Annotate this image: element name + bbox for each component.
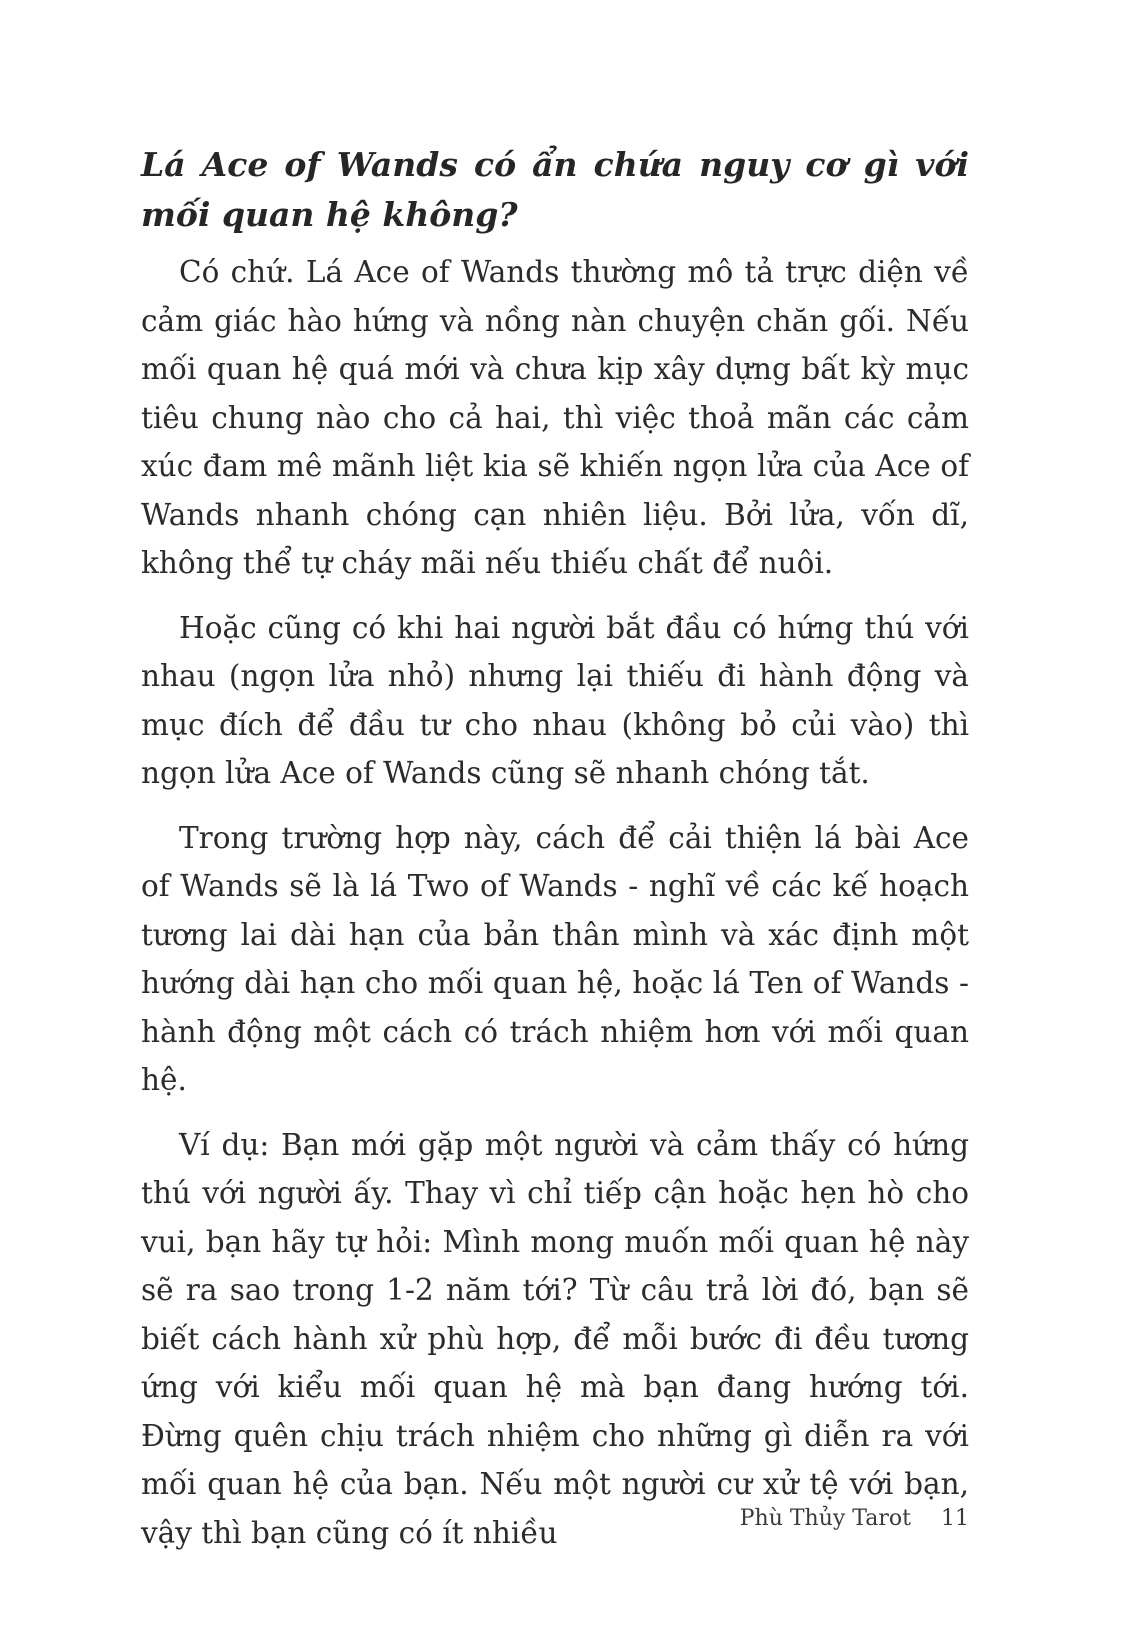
paragraph-4: Ví dụ: Bạn mới gặp một người và cảm thấy có hứng thú với người ấy. Thay vì chỉ tiếp cận hoặc hẹn hò cho vui, bạn hãy tự hỏi: Mình mong muốn mối quan hệ này sẽ ra sao trong 1-2 năm tới? Từ câu trả lời đó, bạn sẽ biết cách hành xử phù hợp, để mỗi bước đi đều tương ứng với kiểu mối quan hệ mà bạn đang hướng tới. Đừng quên chịu trách nhiệm cho những gì diễn ra với mối quan hệ của bạn. Nếu một người cư xử tệ với bạn, vậy thì bạn cũng có ít nhiều <box>141 1127 969 1550</box>
page-footer <box>740 1506 969 1531</box>
page-content <box>141 140 969 1573</box>
book-title: Phù Thủy Tarot <box>739 1506 911 1531</box>
paragraph-2: Hoặc cũng có khi hai người bắt đầu có hứng thú với nhau (ngọn lửa nhỏ) nhưng lại thiếu đi hành động và mục đích để đầu tư cho nhau (không bỏ củi vào) thì ngọn lửa Ace of Wands cũng sẽ nhanh chóng tắt. <box>141 610 969 790</box>
paragraph-1: Có chứ. Lá Ace of Wands thường mô tả trực diện về cảm giác hào hứng và nồng nàn chuyện chăn gối. Nếu mối quan hệ quá mới và chưa kịp xây dựng bất kỳ mục tiêu chung nào cho cả hai, thì việc thoả mãn các cảm xúc đam mê mãnh liệt kia sẽ khiến ngọn lửa của Ace of Wands nhanh chóng cạn nhiên liệu. Bởi lửa, vốn dĩ, không thể tự cháy mãi nếu thiếu chất để nuôi. <box>141 255 969 580</box>
paragraph-3: Trong trường hợp này, cách để cải thiện lá bài Ace of Wands sẽ là lá Two of Wands - nghĩ về các kế hoạch tương lai dài hạn của bản thân mình và xác định một hướng dài hạn cho mối quan hệ, hoặc lá Ten of Wands - hành động một cách có trách nhiệm hơn với mối quan hệ. <box>141 820 969 1097</box>
section-heading: Lá Ace of Wands có ẩn chứa nguy cơ gì với mối quan hệ không? <box>141 145 969 234</box>
page-number: 11 <box>941 1506 969 1531</box>
